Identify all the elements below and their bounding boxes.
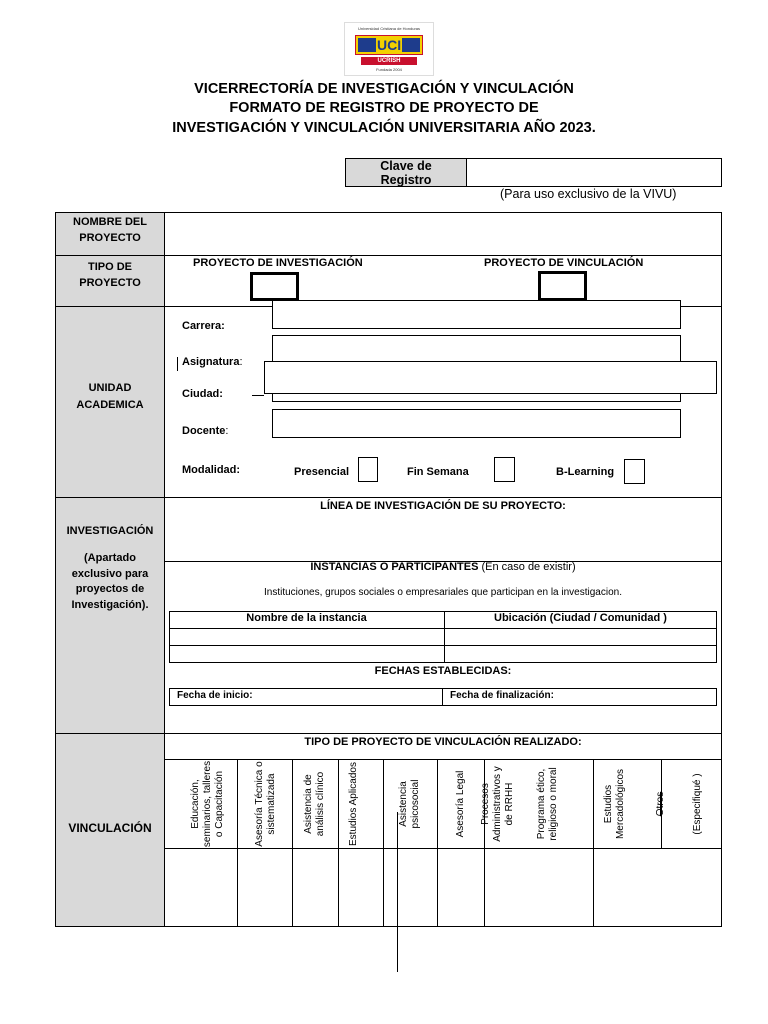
fecha-fin-label: Fecha de finalización: [450, 690, 554, 701]
vinc-col-especifique: (Especifiqué ) [692, 773, 703, 835]
vinc-cell-procesos-programa[interactable] [485, 849, 593, 926]
vinc-col-estudios-mercadologicos: Estudios Mercadológicos [603, 768, 626, 840]
nombre-label-1: NOMBRE DEL [73, 216, 147, 228]
nombre-input-field[interactable] [165, 213, 721, 255]
clave-input-field[interactable] [466, 158, 722, 187]
inv-note-2: exclusivo para [71, 567, 149, 580]
carrera-label: Carrera: [182, 320, 225, 332]
logo-founded: Fundada 2004 [376, 67, 402, 72]
presencial-checkbox[interactable] [358, 457, 378, 482]
blearning-checkbox[interactable] [624, 459, 645, 484]
presencial-label: Presencial [294, 466, 350, 478]
clave-note: (Para uso exclusivo de la VIVU) [500, 187, 677, 201]
clave-label-cell [345, 158, 467, 187]
logo-name: UCRISH [361, 57, 417, 65]
unidad-label-1: UNIDAD [88, 382, 132, 394]
fin-semana-checkbox[interactable] [494, 457, 515, 482]
instancia-row-2-ubicacion[interactable] [445, 646, 716, 662]
docente-label: Docente: [182, 425, 229, 437]
instancias-desc: Instituciones, grupos sociales o empresariales que participan en la investigacion. [264, 587, 622, 598]
col-ubicacion: Ubicación (Ciudad / Comunidad ) [494, 612, 667, 624]
inv-note-1: (Apartado [84, 552, 136, 564]
opt-vinculacion-checkbox[interactable] [538, 271, 587, 301]
fin-semana-label: Fin Semana [407, 466, 469, 478]
instancia-row-2-nombre[interactable] [170, 646, 443, 662]
investigacion-label: INVESTIGACIÓN [66, 525, 154, 537]
instancias-title: INSTANCIAS O PARTICIPANTES (En caso de existir) [310, 561, 576, 573]
vinc-cell-asistencia-psicosocial[interactable] [384, 849, 437, 926]
opt-investigacion-label: PROYECTO DE INVESTIGACIÓN [193, 257, 363, 269]
instancia-row-1-ubicacion[interactable] [445, 629, 716, 644]
vinc-col-estudios-aplicados: Estudios Aplicados [348, 762, 359, 846]
vinc-cell-asesoria-legal[interactable] [438, 849, 484, 926]
asignatura-overlay-input[interactable] [264, 361, 717, 394]
instancia-row-1-nombre[interactable] [170, 629, 443, 644]
opt-vinculacion-label: PROYECTO DE VINCULACIÓN [484, 257, 644, 269]
title-line-2: FORMATO DE REGISTRO DE PROYECTO DE [229, 100, 539, 116]
title-line-1: VICERRECTORÍA DE INVESTIGACIÓN Y VINCULACIÓN [194, 81, 574, 97]
linea-input-field[interactable] [165, 515, 721, 560]
inv-note-4: Investigación). [71, 598, 149, 611]
blearning-label: B-Learning [556, 466, 615, 478]
col-nombre-instancia: Nombre de la instancia [246, 612, 367, 624]
vinc-col-educacion: Educación, seminarios, talleres o Capacitación [190, 760, 225, 848]
asignatura-label: Asignatura: [182, 356, 243, 368]
clave-label-1: Clave de [380, 159, 432, 173]
vinc-cell-asesoria-tecnica[interactable] [238, 849, 292, 926]
vinculacion-title: TIPO DE PROYECTO DE VINCULACIÓN REALIZADO: [304, 736, 582, 748]
linea-title: LÍNEA DE INVESTIGACIÓN DE SU PROYECTO: [320, 500, 566, 512]
unidad-label-2: ACADEMICA [76, 399, 144, 411]
tipo-label-1: TIPO DE [87, 261, 132, 273]
carrera-input[interactable] [272, 300, 681, 329]
docente-input[interactable] [272, 409, 681, 438]
vinc-col-programa-etico: Programa ético, religioso o moral [536, 767, 559, 841]
vinc-cell-mercadologicos-otros[interactable] [594, 849, 721, 926]
asignatura-input[interactable] [272, 335, 681, 363]
university-logo [344, 22, 434, 76]
ciudad-label: Ciudad: [182, 388, 223, 400]
inv-note-3: proyectos de [75, 583, 145, 595]
ciudad-input[interactable] [272, 394, 681, 402]
vinc-col-analisis-clinico: Asistencia de análisis clínico [303, 771, 326, 837]
vinculacion-label: VINCULACIÓN [68, 821, 152, 835]
clave-label-2: Registro [380, 173, 432, 187]
vinc-col-asesoria-tecnica: Asesoría Técnica o sistematizada [254, 761, 277, 847]
logo-letters: UCI [377, 37, 402, 53]
vinc-cell-educacion[interactable] [165, 849, 237, 926]
title-line-3: INVESTIGACIÓN Y VINCULACIÓN UNIVERSITARIA AÑO 2023. [172, 120, 596, 136]
vinc-cell-estudios-aplicados[interactable] [339, 849, 383, 926]
fecha-inicio-label: Fecha de inicio: [177, 690, 253, 701]
tipo-label-2: PROYECTO [79, 277, 141, 289]
vinc-col-asesoria-legal: Asesoría Legal [455, 770, 466, 838]
logo-shield [355, 35, 423, 55]
nombre-label-2: PROYECTO [79, 232, 141, 244]
modalidad-label: Modalidad: [182, 464, 241, 476]
vinc-cell-analisis-clinico[interactable] [293, 849, 338, 926]
fechas-title: FECHAS ESTABLECIDAS: [374, 665, 512, 677]
opt-investigacion-checkbox[interactable] [250, 272, 299, 301]
vinc-col-asistencia-psicosocial: Asistencia psicosocial [398, 779, 421, 829]
vinc-col-otros: Otros [655, 791, 666, 817]
vinc-col-procesos-rrhh: Procesos Administrativos y de RRHH [480, 766, 515, 842]
logo-top-text: Universidad Cristiana de Honduras [357, 26, 421, 31]
